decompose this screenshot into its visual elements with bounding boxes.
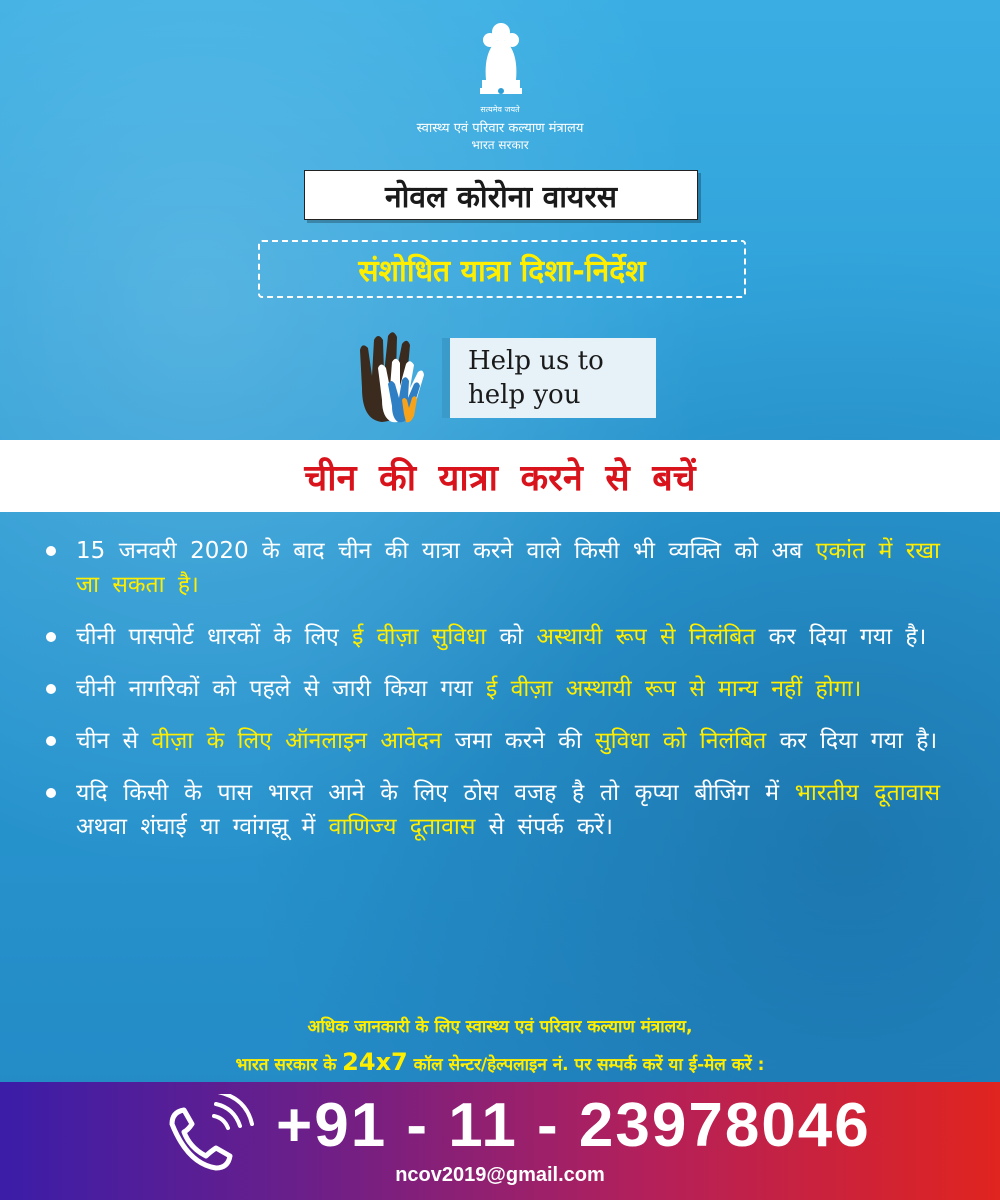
national-emblem-icon [470, 18, 532, 108]
help-line-1: Help us to [468, 346, 604, 376]
highlighted-text: वाणिज्य दूतावास [328, 814, 476, 840]
bullet-icon [46, 736, 56, 746]
page-title: नोवल कोरोना वायरस [304, 170, 698, 220]
advisory-point [40, 724, 940, 758]
point-text: 15 जनवरी 2020 के बाद चीन की यात्रा करने वाले किसी भी व्यक्ति को अब [76, 538, 816, 564]
highlighted-text: एकांत में रखा जा सकता है। [76, 538, 940, 598]
highlighted-text: अस्थायी रूप से निलंबित [536, 624, 756, 650]
point-text: चीनी नागरिकों को पहले से जारी किया गया [76, 676, 487, 702]
advisory-point [40, 620, 940, 654]
info-line-2 [0, 1048, 1000, 1076]
info-line-2-prefix: भारत सरकार के [235, 1055, 343, 1075]
advisory-point [40, 776, 940, 844]
point-text: कर दिया गया है। [766, 728, 938, 754]
highlighted-text: ई वीज़ा अस्थायी रूप से मान्य नहीं होगा। [486, 676, 862, 702]
info-line-2-suffix: कॉल सेन्टर/हेल्पलाइन नं. पर सम्पर्क करें या ई-मेल करें : [407, 1055, 765, 1075]
point-text: से संपर्क करें। [475, 814, 613, 840]
point-text: कर दिया गया है। [755, 624, 927, 650]
point-text: को [486, 624, 537, 650]
point-text: चीन से [76, 728, 152, 754]
page-subtitle: संशोधित यात्रा दिशा-निर्देश [258, 240, 746, 298]
highlighted-text: वीज़ा के लिए ऑनलाइन आवेदन [151, 728, 442, 754]
highlighted-text: भारतीय दूतावास [794, 780, 940, 806]
help-line-2: help you [468, 380, 581, 410]
helpline-hours: 24x7 [342, 1048, 408, 1076]
help-text-box [442, 338, 656, 418]
helpline-number[interactable]: +91 - 11 - 23978046 [276, 1091, 871, 1160]
point-text: अथवा शंघाई या ग्वांगझू में [76, 814, 329, 840]
point-text: जमा करने की [441, 728, 596, 754]
advisory-point [40, 534, 940, 602]
emblem-motto: सत्यमेव जयते [480, 105, 520, 114]
contact-email[interactable]: ncov2019@gmail.com [395, 1164, 605, 1186]
advisory-point-text [76, 724, 940, 758]
bullet-icon [46, 788, 56, 798]
advisory-point-text [76, 776, 940, 844]
warning-banner: चीन की यात्रा करने से बचें [0, 440, 1000, 512]
ministry-name: स्वास्थ्य एवं परिवार कल्याण मंत्रालय [416, 121, 584, 136]
highlighted-text: ई वीज़ा सुविधा [352, 624, 487, 650]
bullet-icon [46, 632, 56, 642]
advisory-point [40, 672, 940, 706]
contact-footer [0, 1082, 1000, 1200]
help-us-badge [352, 328, 652, 422]
advisory-points [40, 534, 940, 862]
info-line-1: अधिक जानकारी के लिए स्वास्थ्य एवं परिवार कल्याण मंत्रालय, [307, 1017, 693, 1037]
advisory-point-text [76, 620, 940, 654]
point-text: चीनी पासपोर्ट धारकों के लिए [76, 624, 353, 650]
bullet-icon [46, 546, 56, 556]
highlighted-text: सुविधा को निलंबित [595, 728, 767, 754]
point-text: यदि किसी के पास भारत आने के लिए ठोस वजह है तो कृप्या बीजिंग में [76, 780, 795, 806]
hands-icon [352, 328, 462, 428]
advisory-point-text [76, 672, 940, 706]
government-name: भारत सरकार [471, 138, 529, 152]
bullet-icon [46, 684, 56, 694]
advisory-point-text [76, 534, 940, 602]
